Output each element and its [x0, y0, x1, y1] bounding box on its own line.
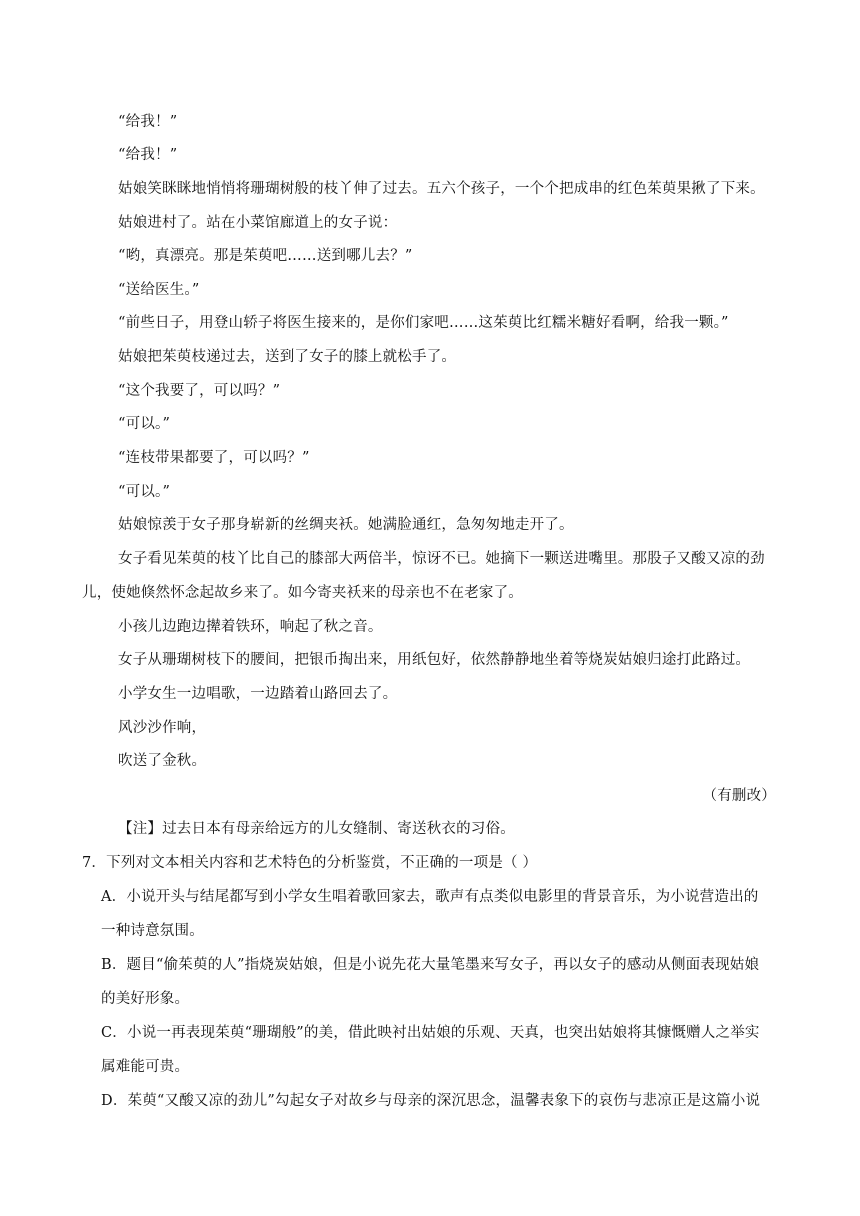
option-b: B．题目“偷茱萸的人”指烧炭姑娘，但是小说先花大量笔墨来写女子，再以女子的感动从侧面表现姑娘: [101, 957, 760, 973]
story-line: 小孩儿边跑边撵着铁环，响起了秋之音。: [118, 619, 383, 635]
story-line: “哟，真漂亮。那是茱萸吧……送到哪儿去？”: [118, 248, 413, 264]
option-d: D．茱萸“又酸又凉的劲儿”勾起女子对故乡与母亲的深沉思念，温馨表象下的哀伤与悲凉正是这篇小说: [101, 1093, 761, 1109]
story-line: “这个我要了，可以吗？”: [118, 383, 281, 399]
story-line: “给我！”: [118, 114, 178, 130]
story-line: “可以。”: [118, 484, 171, 500]
story-line: 儿，使她倏然怀念起故乡来了。如今寄夹袄来的母亲也不在老家了。: [82, 585, 523, 601]
annotation-note: 【注】过去日本有母亲给远方的儿女缝制、寄送秋衣的习俗。: [118, 821, 515, 837]
option-c-continued: 属难能可贵。: [101, 1059, 190, 1075]
story-line: 吹送了金秋。: [118, 753, 207, 769]
story-line: 小学女生一边唱歌，一边踏着山路回去了。: [118, 686, 398, 702]
story-line: 姑娘笑眯眯地悄悄将珊瑚树般的枝丫伸了过去。五六个孩子，一个个把成串的红色茱萸果揪了下来。: [118, 181, 765, 197]
story-line: 姑娘把茱萸枝递过去，送到了女子的膝上就松手了。: [118, 349, 457, 365]
story-line: “前些日子，用登山轿子将医生接来的，是你们家吧……这茱萸比红糯米糖好看啊，给我一颗。”: [118, 315, 729, 331]
option-a-continued: 一种诗意氛围。: [101, 923, 204, 939]
story-line: 姑娘惊羡于女子那身崭新的丝绸夹袄。她满脸通红，急匆匆地走开了。: [118, 517, 574, 533]
story-line: “给我！”: [118, 147, 178, 163]
story-line: 女子看见茱萸的枝丫比自己的膝部大两倍半，惊讶不已。她摘下一颗送进嘴里。那股子又酸又凉的劲: [118, 551, 765, 567]
story-line: 风沙沙作响，: [118, 720, 207, 736]
option-b-continued: 的美好形象。: [101, 991, 190, 1007]
option-c: C．小说一再表现茱萸“珊瑚般”的美，借此映衬出姑娘的乐观、天真，也突出姑娘将其慷慨赠人之举实: [101, 1025, 760, 1041]
story-line: 女子从珊瑚树枝下的腰间，把银币掏出来，用纸包好，依然静静地坐着等烧炭姑娘归途打此路过。: [118, 652, 751, 668]
option-a: A．小说开头与结尾都写到小学女生唱着歌回家去，歌声有点类似电影里的背景音乐，为小说营造出的: [101, 889, 759, 905]
story-line: “送给医生。”: [118, 282, 200, 298]
story-line: 姑娘进村了。站在小菜馆廊道上的女子说：: [118, 215, 398, 231]
source-note: （有删改）: [702, 788, 776, 804]
story-line: “可以。”: [118, 416, 171, 432]
story-line: “连枝带果都要了，可以吗？”: [118, 450, 310, 466]
question-stem: 7．下列对文本相关内容和艺术特色的分析鉴赏，不正确的一项是（ ）: [82, 855, 538, 871]
